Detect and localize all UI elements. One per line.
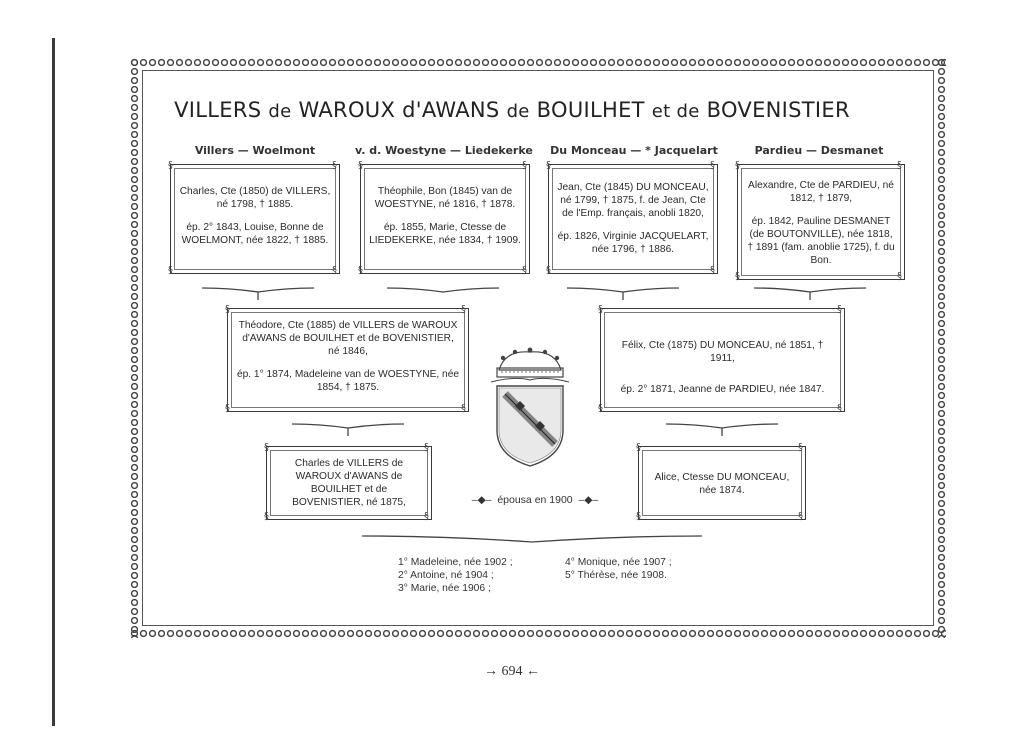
children-list-right [565, 556, 672, 582]
column-header-woestyne: v. d. Woestyne — Liedekerke [355, 144, 533, 157]
person-box-theophile: § § § § Théophile, Bon (1845) van de WOESTYNE, né 1816, † 1878. ép. 1855, Marie, Ctesse de LIEDEKERKE, née 1834, † 1909. [360, 164, 530, 274]
binding-margin-line [52, 38, 55, 726]
person-text: Théodore, Cte (1885) de VILLERS de WAROUX d'AWANS de BOUILHET et de BOVENISTIER, né 1846, [238, 320, 458, 357]
person-box-charles-jr: § § § § Charles de VILLERS de WAROUX d'AWANS de BOUILHET et de BOVENISTIER, né 1875, [266, 446, 432, 520]
title-word: de [268, 101, 292, 122]
connector-brace [752, 286, 868, 300]
person-marriage: ép. 2° 1871, Jeanne de PARDIEU, née 1847. [620, 384, 825, 395]
person-text: Théophile, Bon (1845) van de WOESTYNE, né 1816, † 1878. [374, 186, 516, 210]
page-number: → 694 ← [484, 664, 540, 679]
person-text: Jean, Cte (1845) DU MONCEAU, né 1799, † 1875, f. de Jean, Cte de l'Emp. français, anobli 1820, [557, 182, 709, 219]
border-top [130, 58, 946, 67]
title-word: BOUILHET [536, 98, 645, 122]
person-text: Alice, Ctesse DU MONCEAU, née 1874. [654, 472, 790, 496]
column-header-monceau: Du Monceau — * Jacquelart [550, 144, 718, 157]
child-entry: 4° Monique, née 1907 ; [565, 557, 672, 568]
column-header-pardieu: Pardieu — Desmanet [754, 144, 884, 157]
connector-brace [664, 422, 780, 436]
child-entry: 5° Thérèse, née 1908. [565, 570, 667, 581]
border-left [130, 58, 139, 638]
marriage-text: épousa en 1900 [497, 494, 573, 506]
connector-brace [200, 286, 316, 300]
border-bottom [130, 629, 946, 638]
person-box-charles-villers: § § § § Charles, Cte (1850) de VILLERS, né 1798, † 1885. ép. 2° 1843, Louise, Bonne de WOELMONT, née 1822, † 1885. [170, 164, 340, 274]
person-box-theodore: § § § § Théodore, Cte (1885) de VILLERS de WAROUX d'AWANS de BOUILHET et de BOVENISTIER, né 1846, ép. 1° 1874, Madeleine van de WOESTYNE, née 1854, † 1875. [227, 308, 469, 412]
page-title [0, 98, 1024, 122]
person-text: Charles, Cte (1850) de VILLERS, né 1798, † 1885. [179, 186, 331, 210]
children-list-left [398, 556, 513, 595]
person-box-felix: § § § § Félix, Cte (1875) DU MONCEAU, né 1851, † 1911, ép. 2° 1871, Jeanne de PARDIEU, née 1847. [600, 308, 845, 412]
connector-brace [565, 286, 681, 300]
person-text: Charles de VILLERS de WAROUX d'AWANS de BOUILHET et de BOVENISTIER, né 1875, [292, 458, 406, 508]
column-header-villers: Villers — Woelmont [194, 144, 316, 157]
child-entry: 3° Marie, née 1906 ; [398, 583, 491, 594]
title-word: de [506, 101, 530, 122]
person-text: Alexandre, Cte de PARDIEU, né 1812, † 1879, [748, 180, 894, 204]
person-marriage: ép. 2° 1843, Louise, Bonne de WOELMONT, née 1822, † 1885. [181, 222, 329, 246]
person-marriage: ép. 1842, Pauline DESMANET (de BOUTONVILLE), née 1818, † 1891 (fam. anoblie 1725), f. du Bon. [747, 216, 895, 266]
person-box-alice: § § § § Alice, Ctesse DU MONCEAU, née 1874. [638, 446, 806, 520]
border-right [937, 58, 946, 638]
title-word: VILLERS [174, 98, 262, 122]
connector-brace [290, 422, 406, 436]
title-word: d'AWANS [402, 98, 500, 122]
person-box-alexandre: § § § § Alexandre, Cte de PARDIEU, né 1812, † 1879, ép. 1842, Pauline DESMANET (de BOUTONVILLE), née 1818, † 1891 (fam. anoblie 1725), f. du Bon. [737, 164, 905, 280]
children-brace [360, 534, 704, 548]
title-word: BOVENISTIER [706, 98, 850, 122]
title-word: WAROUX [298, 98, 396, 122]
person-marriage: ép. 1° 1874, Madeleine van de WOESTYNE, née 1854, † 1875. [236, 369, 460, 393]
marriage-note: –◆– épousa en 1900 –◆– [471, 494, 599, 506]
coat-of-arms-icon [485, 346, 575, 470]
person-marriage: ép. 1826, Virginie JACQUELART, née 1796, † 1886. [557, 231, 709, 255]
person-marriage: ép. 1855, Marie, Ctesse de LIEDEKERKE, née 1834, † 1909. [369, 222, 521, 246]
person-box-jean-monceau: § § § § Jean, Cte (1845) DU MONCEAU, né 1799, † 1875, f. de Jean, Cte de l'Emp. français, anobli 1820, ép. 1826, Virginie JACQUELART, née 1796, † 1886. [548, 164, 718, 274]
child-entry: 1° Madeleine, née 1902 ; [398, 557, 513, 568]
title-word: et de [651, 101, 700, 122]
child-entry: 2° Antoine, né 1904 ; [398, 570, 494, 581]
page-number-value: 694 [501, 664, 523, 679]
connector-brace [385, 286, 501, 300]
person-text: Félix, Cte (1875) DU MONCEAU, né 1851, † 1911, [621, 340, 824, 364]
